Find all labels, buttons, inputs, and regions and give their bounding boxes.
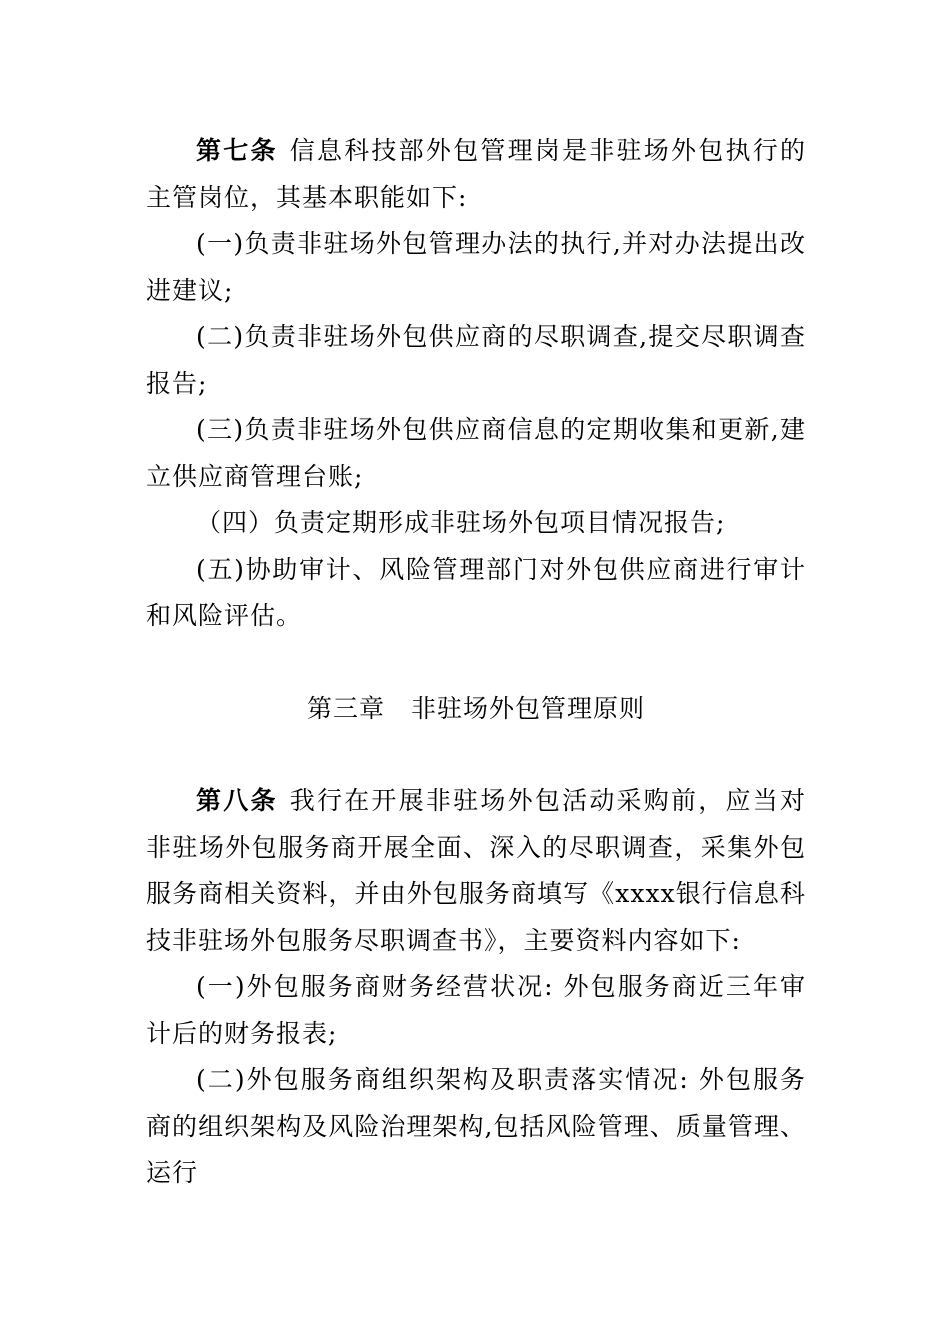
article-7-paragraph xyxy=(146,128,806,221)
article-7-item-5: (五)协助审计、风险管理部门对外包供应商进行审计和风险评估。 xyxy=(146,554,806,630)
article-7-item-1: (一)负责非驻场外包管理办法的执行,并对办法提出改进建议; xyxy=(146,229,806,305)
chapter-title: 非驻场外包管理原则 xyxy=(411,693,646,723)
chapter-number: 第三章 xyxy=(306,693,385,723)
document-body xyxy=(146,128,806,1197)
article-7-label: 第七条 xyxy=(196,136,278,165)
article-8-label: 第八条 xyxy=(196,786,278,815)
article-7-item-2: (二)负责非驻场外包供应商的尽职调查,提交尽职调查报告; xyxy=(146,322,806,398)
article-7-item-4: （四）负责定期形成非驻场外包项目情况报告; xyxy=(196,508,726,537)
article-7-text: 信息科技部外包管理岗是非驻场外包执行的主管岗位，其基本职能如下: xyxy=(146,136,806,212)
article-8-item-1: (一)外包服务商财务经营状况: 外包服务商近三年审计后的财务报表; xyxy=(146,972,806,1048)
article-7-item-3: (三)负责非驻场外包供应商信息的定期收集和更新,建立供应商管理台账; xyxy=(146,415,806,491)
article-8-text: 我行在开展非驻场外包活动采购前，应当对非驻场外包服务商开展全面、深入的尽职调查，采集外包服务商相关资料，并由外包服务商填写《xxxx银行信息科技非驻场外包服务尽职调查书》，主要资料内容如下: xyxy=(146,786,806,955)
chapter-heading xyxy=(146,686,806,733)
article-8-item-2: (二)外包服务商组织架构及职责落实情况: 外包服务商的组织架构及风险治理架构,包括风险管理、质量管理、运行 xyxy=(146,1065,806,1187)
article-8-paragraph xyxy=(146,778,806,964)
